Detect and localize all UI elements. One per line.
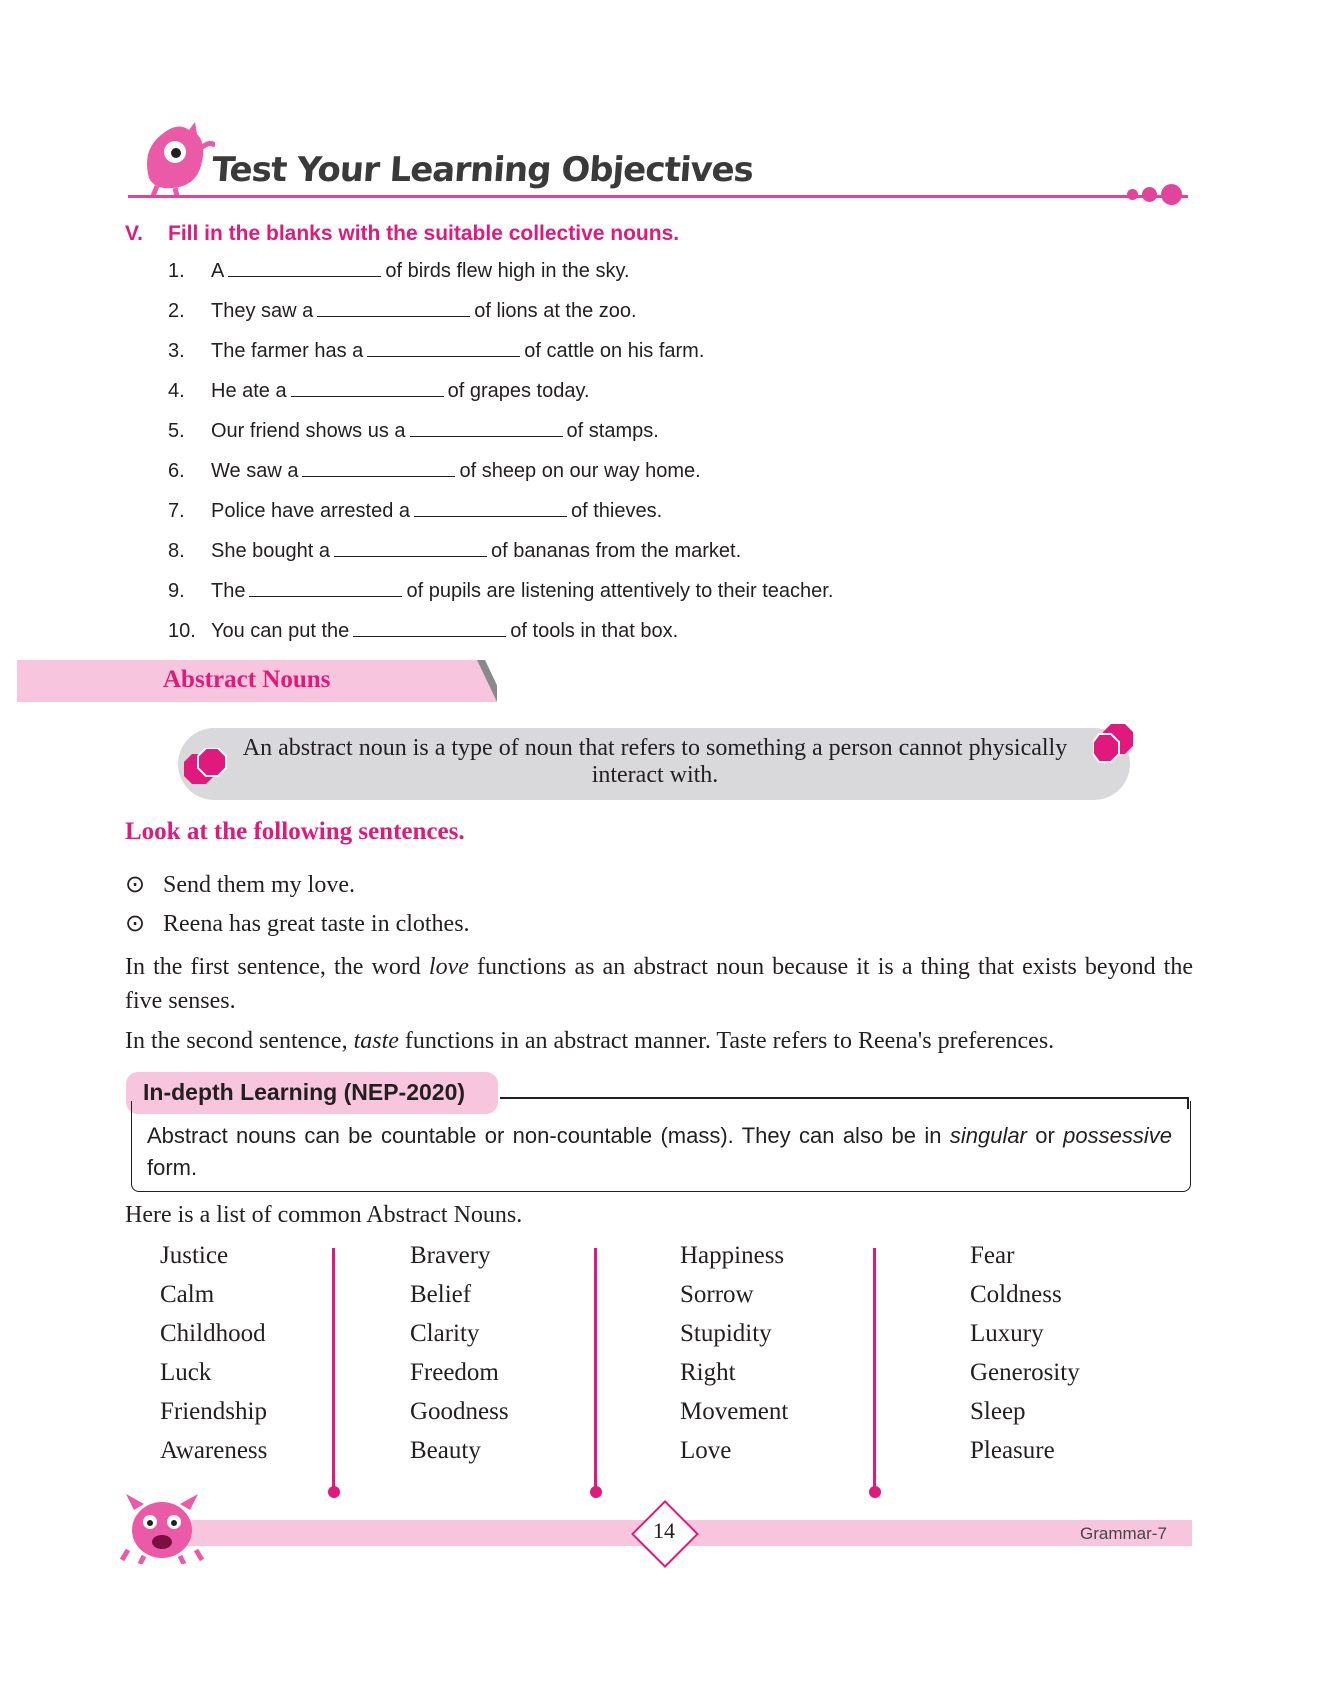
in-depth-emphasis: singular (949, 1123, 1027, 1148)
question-number: 5. (168, 420, 185, 442)
question-number: 3. (168, 340, 185, 362)
question-text-after: of lions at the zoo. (474, 300, 637, 322)
question-text-after: of thieves. (571, 500, 663, 522)
bullet-icon: ⊙ (125, 872, 146, 898)
para-emphasis: love (428, 954, 469, 980)
answer-blank[interactable] (414, 498, 567, 517)
bullet-text: Send them my love. (163, 872, 355, 898)
exercise-instruction: Fill in the blanks with the suitable collective nouns. (168, 222, 680, 245)
explanation-paragraph (125, 1024, 1193, 1058)
question-text-before: He ate a (211, 380, 287, 402)
section-title: Abstract Nouns (163, 666, 331, 693)
list-heading: Here is a list of common Abstract Nouns. (125, 1202, 523, 1228)
answer-blank[interactable] (367, 338, 520, 357)
question-item (168, 378, 590, 403)
noun-item: Belief (410, 1281, 472, 1308)
question-text-before: The (211, 580, 246, 602)
question-number: 7. (168, 500, 185, 522)
noun-item: Luxury (970, 1320, 1044, 1347)
in-depth-text-part: form. (147, 1155, 198, 1180)
question-item (168, 298, 637, 323)
question-item (168, 618, 678, 643)
column-divider (594, 1248, 597, 1488)
question-item (168, 258, 630, 283)
question-text-after: of grapes today. (447, 380, 590, 402)
column-divider-dot (328, 1486, 340, 1498)
question-number: 1. (168, 260, 185, 282)
question-text-after: of bananas from the market. (491, 540, 742, 562)
exercise-number: V. (125, 222, 143, 245)
question-text-before: Our friend shows us a (211, 420, 406, 442)
definition-text: An abstract noun is a type of noun that refers to something a person cannot physically interact with. (242, 735, 1068, 788)
header-dot (1161, 184, 1182, 205)
noun-item: Fear (970, 1242, 1015, 1269)
noun-item: Childhood (160, 1320, 266, 1347)
column-divider (873, 1248, 876, 1488)
question-text-before: You can put the (211, 620, 350, 642)
question-text-before: They saw a (211, 300, 314, 322)
question-text-before: She bought a (211, 540, 330, 562)
noun-item: Justice (160, 1242, 229, 1269)
header-title: Test Your Learning Objectives (210, 150, 755, 190)
in-depth-text-part: Abstract nouns can be countable or non-countable (mass). They can also be in (147, 1123, 950, 1148)
noun-item: Stupidity (680, 1320, 772, 1347)
para-emphasis: taste (353, 1028, 399, 1054)
answer-blank[interactable] (228, 258, 381, 277)
mascot-icon (135, 118, 215, 198)
octagon-icon (1093, 720, 1145, 766)
noun-item: Sorrow (680, 1281, 754, 1308)
question-number: 10. (168, 620, 196, 642)
answer-blank[interactable] (291, 378, 444, 397)
question-number: 6. (168, 460, 185, 482)
noun-column (160, 1236, 267, 1470)
explanation-paragraph (125, 950, 1193, 1018)
noun-item: Clarity (410, 1320, 480, 1347)
question-number: 2. (168, 300, 185, 322)
question-item (168, 458, 701, 483)
noun-item: Movement (680, 1398, 789, 1425)
noun-item: Goodness (410, 1398, 509, 1425)
noun-item: Beauty (410, 1437, 481, 1464)
header-dot (1142, 187, 1157, 202)
question-number: 9. (168, 580, 185, 602)
noun-item: Generosity (970, 1359, 1080, 1386)
answer-blank[interactable] (302, 458, 455, 477)
answer-blank[interactable] (410, 418, 563, 437)
noun-item: Love (680, 1437, 732, 1464)
question-text-before: A (211, 260, 225, 282)
answer-blank[interactable] (317, 298, 470, 317)
book-title: Grammar-7 (1080, 1524, 1167, 1543)
question-text-after: of sheep on our way home. (459, 460, 701, 482)
in-depth-rule (500, 1097, 1188, 1099)
noun-item: Freedom (410, 1359, 499, 1386)
bullet-text: Reena has great taste in clothes. (163, 911, 470, 937)
header-rule (128, 195, 1188, 198)
noun-item: Happiness (680, 1242, 785, 1269)
in-depth-text-part: or (1026, 1123, 1064, 1148)
question-item (168, 418, 659, 443)
in-depth-box-corner (1187, 1097, 1189, 1109)
question-text-after: of pupils are listening attentively to their teacher. (406, 580, 834, 602)
bullet-item (125, 870, 355, 899)
noun-column (680, 1236, 788, 1470)
in-depth-title: In-depth Learning (NEP-2020) (143, 1079, 466, 1105)
page-number: 14 (653, 1518, 675, 1543)
question-text-before: Police have arrested a (211, 500, 411, 522)
question-text-before: The farmer has a (211, 340, 364, 362)
noun-item: Bravery (410, 1242, 491, 1269)
para-text: functions in an abstract manner. Taste refers to Reena's preferences. (398, 1028, 1055, 1054)
column-divider (332, 1248, 335, 1488)
noun-item: Coldness (970, 1281, 1062, 1308)
question-text-after: of stamps. (566, 420, 659, 442)
noun-item: Right (680, 1359, 736, 1386)
para-text: In the second sentence, (125, 1028, 354, 1054)
answer-blank[interactable] (334, 538, 487, 557)
question-number: 4. (168, 380, 185, 402)
header-dot (1127, 189, 1138, 200)
question-text-before: We saw a (211, 460, 299, 482)
in-depth-emphasis: possessive (1063, 1123, 1172, 1148)
noun-item: Pleasure (970, 1437, 1055, 1464)
noun-column (410, 1236, 509, 1470)
question-item (168, 498, 662, 523)
in-depth-text (147, 1120, 1172, 1184)
question-text-after: of cattle on his farm. (524, 340, 705, 362)
octagon-icon (182, 748, 234, 794)
answer-blank[interactable] (249, 578, 402, 597)
para-text: In the first sentence, the word (125, 954, 429, 980)
noun-item: Friendship (160, 1398, 267, 1425)
question-item (168, 538, 741, 563)
question-text-after: of birds flew high in the sky. (385, 260, 630, 282)
noun-item: Calm (160, 1281, 215, 1308)
bullet-item (125, 909, 470, 938)
question-item (168, 578, 833, 603)
answer-blank[interactable] (353, 618, 506, 637)
bullet-icon: ⊙ (125, 911, 146, 937)
para-text: functions as an abstract noun because it is a thing that exists beyond the five senses. (125, 954, 1194, 1014)
question-text-after: of tools in that box. (510, 620, 679, 642)
exercise-heading (125, 222, 679, 246)
column-divider-dot (869, 1486, 881, 1498)
question-item (168, 338, 704, 363)
look-heading: Look at the following sentences. (125, 818, 465, 845)
question-number: 8. (168, 540, 185, 562)
noun-column (970, 1236, 1080, 1470)
noun-item: Awareness (160, 1437, 268, 1464)
noun-item: Sleep (970, 1398, 1026, 1425)
noun-item: Luck (160, 1359, 212, 1386)
monster-icon (120, 1490, 204, 1564)
column-divider-dot (590, 1486, 602, 1498)
